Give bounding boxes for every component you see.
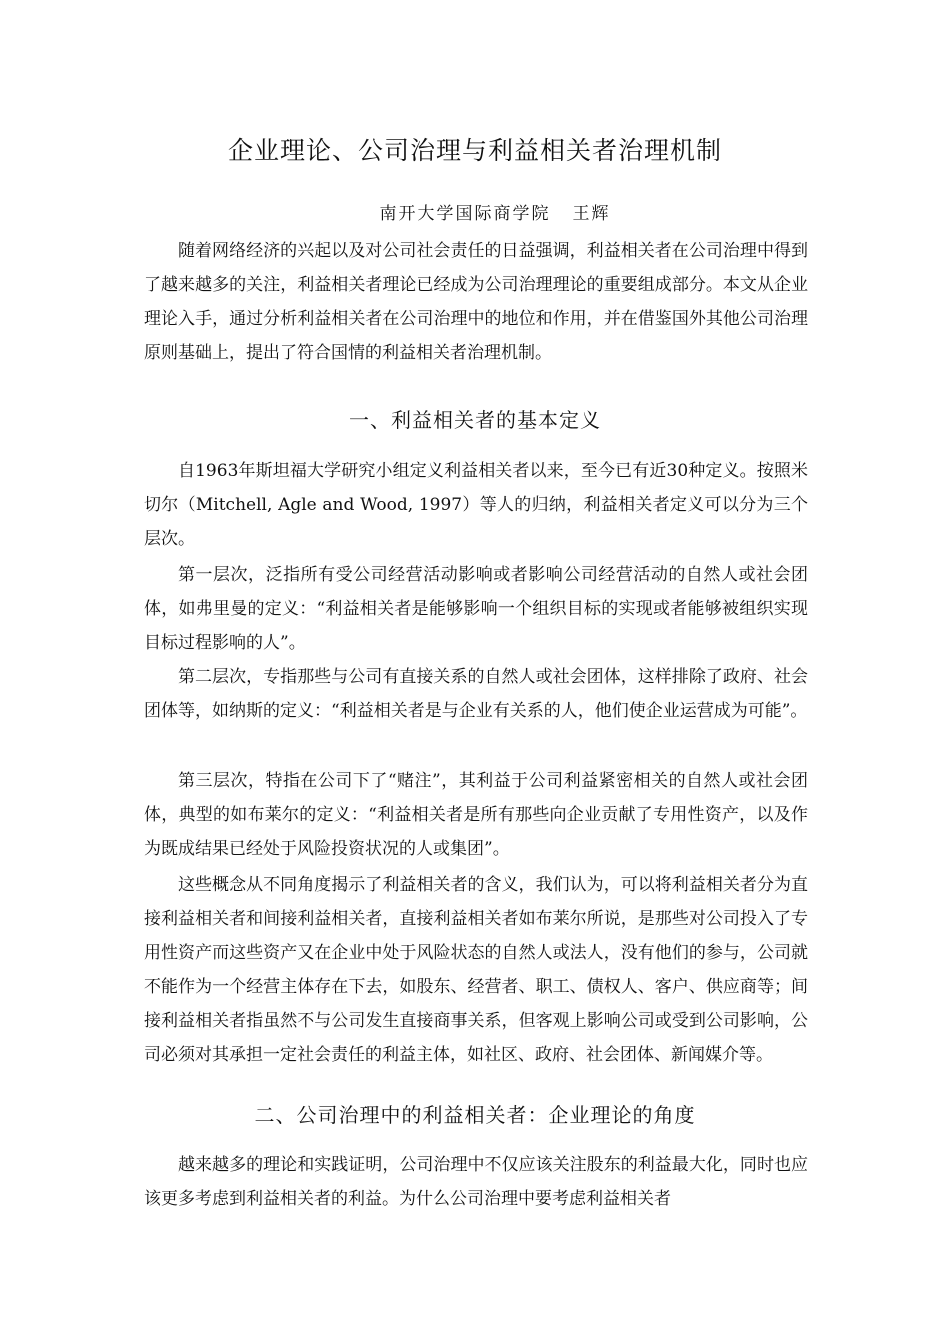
document-title: 企业理论、公司治理与利益相关者治理机制 bbox=[227, 136, 722, 165]
paragraph: 第三层次，特指在公司下了“赌注”，其利益于公司利益紧密相关的自然人或社会团体，典型的如布莱尔的定义：“利益相关者是所有那些向企业贡献了专用性资产，以及作为既成结果已经处于风险投资状况的人或集团”。 bbox=[144, 771, 808, 859]
paragraph: 越来越多的理论和实践证明，公司治理中不仅应该关注股东的利益最大化，同时也应该更多考虑到利益相关者的利益。为什么公司治理中要考虑利益相关者 bbox=[144, 1155, 808, 1209]
paragraph: 第一层次，泛指所有受公司经营活动影响或者影响公司经营活动的自然人或社会团体，如弗里曼的定义：“利益相关者是能够影响一个组织目标的实现或者能够被组织实现目标过程影响的人”。 bbox=[144, 565, 808, 653]
paragraph: 第二层次，专指那些与公司有直接关系的自然人或社会团体，这样排除了政府、社会团体等，如纳斯的定义：“利益相关者是与企业有关系的人，他们使企业运营成为可能”。 bbox=[144, 667, 808, 721]
paragraph-abstract: 随着网络经济的兴起以及对公司社会责任的日益强调，利益相关者在公司治理中得到了越来越多的关注，利益相关者理论已经成为公司治理理论的重要组成部分。本文从企业理论入手，通过分析利益相关者在公司治理中的地位和作用，并在借鉴国外其他公司治理原则基础上，提出了符合国情的利益相关者治理机制。 bbox=[144, 241, 808, 363]
paragraph: 这些概念从不同角度揭示了利益相关者的含义，我们认为，可以将利益相关者分为直接利益相关者和间接利益相关者，直接利益相关者如布莱尔所说，是那些对公司投入了专用性资产而这些资产又在企业中处于风险状态的自然人或法人，没有他们的参与，公司就不能作为一个经营主体存在下去，如股东、经营者、职工、债权人、客户、供应商等；间接利益相关者指虽然不与公司发生直接商事关系，但客观上影响公司或受到公司影响，公司必须对其承担一定社会责任的利益主体，如社区、政府、社会团体、新闻媒介等。 bbox=[144, 875, 808, 1065]
author-affiliation: 南开大学国际商学院 bbox=[379, 204, 551, 224]
section-heading-1: 一、利益相关者的基本定义 bbox=[349, 408, 601, 432]
author-name: 王辉 bbox=[572, 204, 611, 224]
paragraph: 自1963年斯坦福大学研究小组定义利益相关者以来，至今已有近30种定义。按照米切尔（Mitchell, Agle and Wood, 1997）等人的归纳，利益相关者定义可以分为三个层次。 bbox=[144, 461, 808, 549]
author-line bbox=[0, 200, 950, 228]
section-heading-2: 二、公司治理中的利益相关者：企业理论的角度 bbox=[254, 1103, 696, 1127]
